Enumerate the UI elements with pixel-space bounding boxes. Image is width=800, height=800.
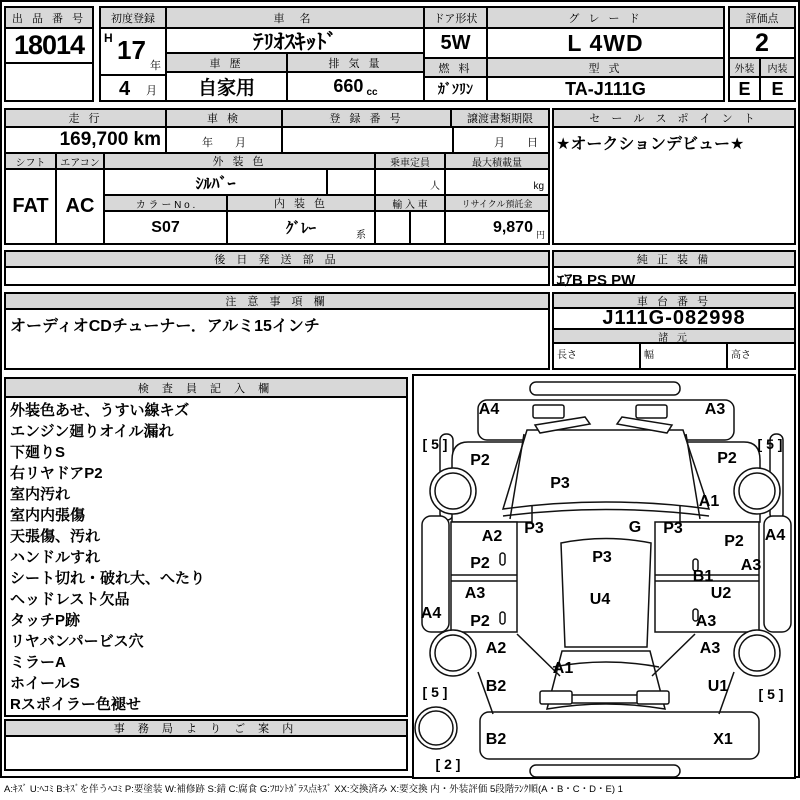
history-displacement-headers — [167, 54, 423, 73]
colorno-intcolor-values — [105, 212, 374, 243]
damage-code-label: A1 — [552, 660, 574, 677]
door-shape-value: 5W — [425, 29, 486, 59]
damage-code-label: P3 — [550, 475, 570, 492]
model-code-header: 型 式 — [488, 59, 723, 78]
front-bumper — [530, 382, 680, 395]
first-registration-column — [101, 8, 167, 100]
score-value: 2 — [730, 29, 794, 59]
registration-month: 4 — [119, 78, 131, 100]
car-name-column — [167, 8, 425, 100]
capacity-header: 乗車定員 — [376, 154, 444, 170]
mid-value-row — [6, 128, 548, 154]
inspector-line: Rスポイラー色褪せ — [10, 696, 141, 713]
shaken-header: 車 検 — [167, 110, 283, 128]
spec-height-cell: 高さ — [731, 350, 751, 361]
car-name-header: 車 名 — [167, 8, 423, 29]
inspector-line: ヘッドレスト欠品 — [10, 591, 130, 608]
damage-code-label: A3 — [699, 640, 721, 657]
car-diagram-drawing — [414, 376, 794, 777]
parts-box — [4, 250, 550, 286]
specs-header: 諸 元 — [554, 330, 794, 344]
parts-header: 後 日 発 送 部 品 — [6, 252, 548, 268]
parts-value — [6, 268, 548, 284]
ext-int-headers — [730, 59, 794, 78]
damage-code-label: A1 — [698, 493, 720, 510]
shift-column — [6, 154, 57, 243]
displacement-unit: cc — [366, 87, 378, 98]
right-d-pillar — [652, 634, 695, 676]
registration-number-header: 登 録 番 号 — [283, 110, 452, 128]
inspector-line: タッチP跡 — [10, 612, 81, 629]
month-unit: 月 — [146, 85, 157, 97]
chassis-value: J111G-082998 — [554, 309, 794, 330]
first-registration-month-cell — [101, 76, 165, 100]
first-registration-header: 初度登録 — [101, 8, 165, 29]
exterior-color-extra-cell — [326, 170, 374, 194]
registration-year: 17 — [117, 35, 146, 65]
displacement-value — [288, 73, 423, 100]
spec-length-cell: 長さ — [554, 344, 641, 368]
damage-code-label: [ 5 ] — [757, 436, 783, 452]
notes-value: オーディオCDチューナー．アルミ15インチ — [10, 318, 320, 335]
interior-color-header: 内 装 色 — [228, 196, 374, 212]
import-cell-1 — [376, 212, 411, 243]
sales-point-value: ★オークションデビュー★ — [556, 136, 745, 153]
color-column — [105, 154, 376, 243]
damage-code-label: P3 — [592, 549, 612, 566]
maxload-column — [446, 154, 548, 243]
damage-code-label: [ 5 ] — [422, 684, 448, 700]
damage-code-label: A3 — [740, 557, 762, 574]
grade-model-column — [488, 8, 723, 100]
damage-code-label: U1 — [707, 678, 729, 695]
left-front-door-handle — [500, 553, 505, 565]
left-headlight — [533, 405, 564, 418]
damage-code-label: A4 — [478, 401, 500, 418]
car-name-value: ﾃﾘｵｽｷｯﾄﾞ — [167, 29, 423, 54]
transfer-deadline-header: 譲渡書類期限 — [452, 110, 548, 128]
office-header: 事 務 局 よ り ご 案 内 — [6, 721, 406, 737]
left-taillight — [540, 691, 572, 704]
sales-point-box — [552, 108, 796, 245]
damage-code-label: P2 — [724, 533, 744, 550]
chassis-header: 車 台 番 号 — [554, 294, 794, 309]
import-cell-2 — [411, 212, 444, 243]
year-unit: 年 — [150, 60, 161, 72]
interior-color-suffix: 系 — [356, 230, 366, 241]
damage-code-label: A3 — [704, 401, 726, 418]
ext-int-values — [730, 78, 794, 100]
damage-code-label: [ 5 ] — [758, 686, 784, 702]
maxload-header: 最大積載量 — [446, 154, 548, 170]
office-box — [4, 719, 408, 771]
damage-code-label: U4 — [589, 591, 611, 608]
inspector-line: ハンドルすれ — [10, 549, 101, 566]
aircon-value: AC — [65, 195, 95, 217]
equipment-value: ｴｱB PS PW — [557, 272, 636, 289]
damage-code-label: P2 — [717, 450, 737, 467]
inspector-lines — [6, 398, 406, 717]
damage-code-label: A4 — [764, 527, 786, 544]
mid-lower-row — [6, 154, 548, 243]
exterior-color-header: 外 装 色 — [105, 154, 374, 170]
damage-code-label: A2 — [481, 528, 503, 545]
damage-code-label: A4 — [420, 605, 442, 622]
damage-code-label: B2 — [485, 678, 507, 695]
inspector-line: ミラーA — [10, 654, 66, 671]
inspector-line: 天張傷、汚れ — [10, 528, 101, 545]
import-value-row — [376, 212, 444, 243]
inspector-box — [4, 377, 408, 717]
inspector-line: ホイールS — [10, 675, 80, 692]
history-value: 自家用 — [167, 73, 288, 100]
recycle-amount: 9,870 — [492, 218, 533, 236]
windshield — [503, 430, 709, 509]
damage-code-label: P3 — [663, 520, 683, 537]
aircon-column — [57, 154, 105, 243]
import-header: 輸 入 車 — [376, 196, 444, 212]
shaken-value: 年 月 — [167, 128, 283, 152]
inspector-line: 室内汚れ — [10, 486, 71, 503]
recycle-unit: 円 — [535, 230, 545, 240]
damage-code-label: [ 5 ] — [422, 436, 448, 452]
damage-code-label: U2 — [710, 585, 732, 602]
right-headlight — [636, 405, 667, 418]
exterior-grade-header: 外装 — [730, 59, 761, 78]
rear-bumper — [530, 765, 680, 777]
spec-width-cell: 幅 — [641, 344, 728, 368]
inspector-line: 右リヤドアP2 — [10, 465, 103, 482]
damage-code-label: A3 — [695, 613, 717, 630]
damage-code-label: B1 — [692, 568, 714, 585]
damage-code-label: P3 — [524, 520, 544, 537]
mileage-header: 走 行 — [6, 110, 167, 128]
history-displacement-values — [167, 73, 423, 100]
damage-code-label: G — [628, 519, 642, 536]
registration-number-value — [283, 128, 454, 152]
door-shape-header: ドア形状 — [425, 8, 486, 29]
era-letter: H — [104, 31, 113, 45]
model-code-value: TA-J111G — [565, 78, 646, 99]
damage-code-label: B2 — [485, 731, 507, 748]
notes-header: 注 意 事 項 欄 — [6, 294, 548, 310]
interior-grade-header: 内装 — [761, 59, 794, 78]
car-diagram — [412, 374, 796, 779]
recycle-value — [446, 212, 548, 243]
history-header: 車 歴 — [167, 54, 288, 73]
recycle-header: リサイクル預託金 — [446, 196, 548, 212]
inspector-line: シート切れ・破れ大、へたり — [10, 570, 206, 587]
damage-code-label: [ 2 ] — [435, 756, 461, 772]
damage-code-label: A2 — [485, 640, 507, 657]
damage-code-label: A3 — [464, 585, 486, 602]
lot-number-value: 18014 — [6, 29, 92, 64]
inspector-header: 検 査 員 記 入 欄 — [6, 379, 406, 398]
displacement-number: 660 — [333, 76, 364, 96]
office-value — [6, 737, 406, 769]
inspector-line: 外装色あせ、うすい線キズ — [10, 402, 190, 419]
equipment-header: 純 正 装 備 — [554, 252, 794, 268]
grade-value: L 4WD — [488, 29, 723, 59]
specs-row — [554, 344, 794, 368]
transfer-deadline-value: 月 日 — [494, 137, 538, 149]
score-box — [728, 6, 796, 102]
inspector-line: 室内内張傷 — [10, 507, 86, 524]
color-no-header: カ ラ ー N o . — [105, 196, 228, 212]
mileage-value: 169,700 km — [6, 128, 167, 152]
exterior-color-value: ｼﾙﾊﾞｰ — [195, 175, 236, 193]
shift-header: シフト — [6, 154, 55, 170]
interior-color-value — [228, 212, 374, 243]
score-header: 評価点 — [730, 8, 794, 29]
legend-line: A:ｷｽﾞ U:ﾍｺﾐ B:ｷｽﾞを伴うﾍｺﾐ P:要塗装 W:補修跡 S:錆 C:腐食 G:ﾌﾛﾝﾄｶﾞﾗｽ点ｷｽﾞ XX:交換済み X:要交換 内・外装評価 5段階ﾗﾝｸ順(A・B・C・D・E) 1 — [4, 784, 623, 795]
notes-box — [4, 292, 550, 370]
door-fuel-column — [425, 8, 488, 100]
mid-header-row — [6, 110, 548, 128]
interior-color-name: ｸﾞﾚｰ — [285, 220, 316, 237]
inspector-line: エンジン廻りオイル漏れ — [10, 423, 174, 440]
damage-code-label: P2 — [470, 613, 490, 630]
color-no-value: S07 — [105, 212, 228, 243]
capacity-value: 人 — [376, 170, 444, 196]
lot-number-header: 出 品 番 号 — [6, 8, 92, 29]
grade-header: グ レ ー ド — [488, 8, 723, 29]
sales-point-header: セ ー ル ス ポ イ ン ト — [554, 110, 794, 128]
inspector-line: リヤバンパービス穴 — [10, 633, 144, 650]
left-rear-door-handle — [500, 612, 505, 624]
shift-value: FAT — [12, 195, 49, 217]
damage-code-label: P2 — [470, 555, 490, 572]
fuel-header: 燃 料 — [425, 59, 486, 78]
cowl-line — [503, 510, 709, 517]
capacity-column — [376, 154, 446, 243]
aircon-header: エアコン — [57, 154, 103, 170]
maxload-value: kg — [446, 170, 548, 196]
exterior-color-row — [105, 170, 374, 196]
displacement-header: 排 気 量 — [288, 54, 423, 73]
fuel-value: ｶﾞｿﾘﾝ — [438, 81, 473, 97]
equipment-box — [552, 250, 796, 289]
first-registration-year-cell — [101, 29, 165, 76]
damage-code-label: P2 — [470, 452, 490, 469]
lot-number-box — [4, 6, 94, 102]
mid-table — [4, 108, 550, 245]
interior-grade-value: E — [771, 78, 784, 99]
chassis-box — [552, 292, 796, 370]
exterior-grade-value: E — [730, 78, 761, 100]
top-table — [99, 6, 725, 102]
colorno-intcolor-headers — [105, 196, 374, 212]
right-taillight — [637, 691, 669, 704]
inspector-line: 下廻りS — [10, 444, 66, 461]
damage-code-label: X1 — [713, 731, 733, 748]
lot-number-empty — [6, 64, 92, 100]
